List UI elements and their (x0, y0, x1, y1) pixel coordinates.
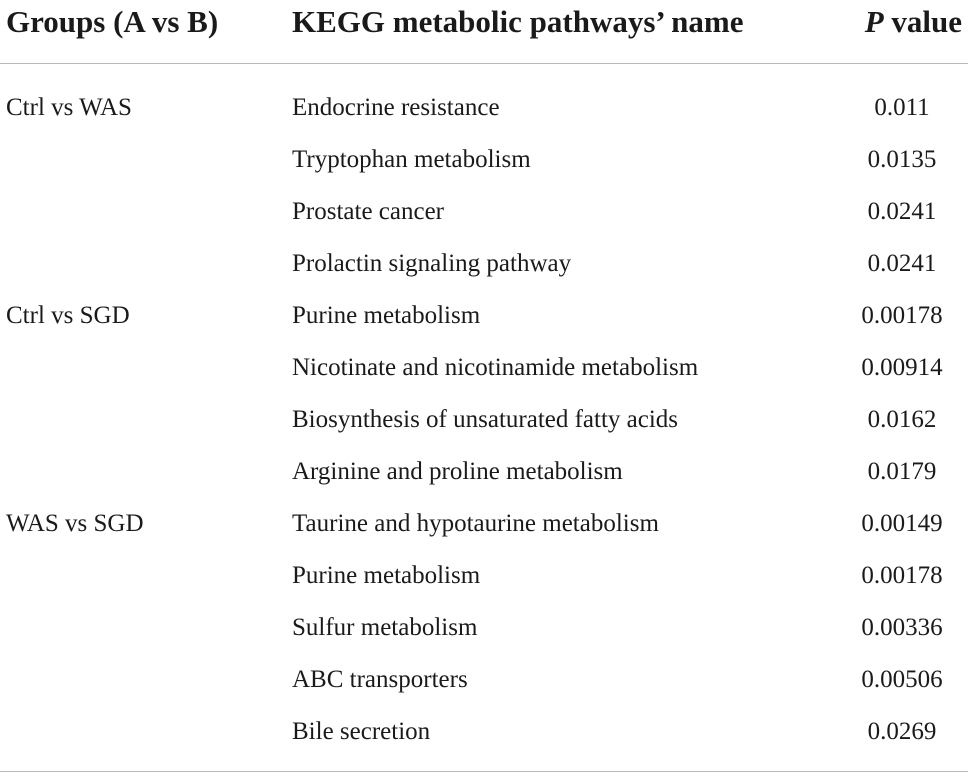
pathway-cell: Arginine and proline metabolism (292, 458, 623, 485)
table-row (0, 446, 968, 498)
header-divider (0, 63, 968, 64)
pathway-cell: Taurine and hypotaurine metabolism (292, 510, 659, 537)
table-row (0, 706, 968, 758)
pathway-cell: Biosynthesis of unsaturated fatty acids (292, 406, 679, 433)
table-row (0, 654, 968, 706)
pathway-cell: Tryptophan metabolism (292, 146, 531, 173)
p-value-cell: 0.0179 (867, 458, 937, 485)
table-row (0, 498, 968, 550)
pathway-cell: Purine metabolism (292, 302, 481, 329)
header-p-letter: P (864, 4, 884, 39)
group-cell: Ctrl vs SGD (6, 302, 130, 329)
table-header-row (0, 0, 968, 48)
p-value-cell: 0.00914 (861, 354, 943, 381)
header-groups: Groups (A vs B) (6, 4, 219, 39)
table-row (0, 342, 968, 394)
pathway-cell: Prolactin signaling pathway (292, 250, 572, 277)
table-body (0, 82, 968, 758)
p-value-cell: 0.0269 (867, 718, 937, 745)
table-row (0, 82, 968, 134)
group-cell: WAS vs SGD (6, 510, 144, 537)
pathway-cell: Purine metabolism (292, 562, 481, 589)
p-value-cell: 0.00178 (861, 562, 943, 589)
table-row (0, 602, 968, 654)
table-bottom-rule (0, 771, 968, 772)
header-pathway-name: KEGG metabolic pathways’ name (292, 4, 744, 39)
p-value-cell: 0.0241 (867, 250, 937, 277)
pathway-cell: Bile secretion (292, 718, 431, 745)
header-p-value (865, 0, 962, 44)
table-row (0, 134, 968, 186)
p-value-cell: 0.0241 (867, 198, 937, 225)
pathway-cell: ABC transporters (292, 666, 468, 693)
table-row (0, 550, 968, 602)
p-value-cell: 0.011 (874, 94, 930, 121)
header-p-rest: value (883, 4, 962, 39)
p-value-cell: 0.0162 (867, 406, 937, 433)
table-row (0, 186, 968, 238)
p-value-cell: 0.00149 (861, 510, 943, 537)
table-row (0, 394, 968, 446)
group-cell: Ctrl vs WAS (6, 94, 132, 121)
pathway-cell: Sulfur metabolism (292, 614, 478, 641)
table-row (0, 238, 968, 290)
p-value-cell: 0.00506 (861, 666, 943, 693)
table-row (0, 290, 968, 342)
pathway-cell: Endocrine resistance (292, 94, 500, 121)
p-value-cell: 0.0135 (867, 146, 937, 173)
p-value-cell: 0.00336 (861, 614, 943, 641)
p-value-cell: 0.00178 (861, 302, 943, 329)
pathway-cell: Prostate cancer (292, 198, 445, 225)
pathway-cell: Nicotinate and nicotinamide metabolism (292, 354, 699, 381)
